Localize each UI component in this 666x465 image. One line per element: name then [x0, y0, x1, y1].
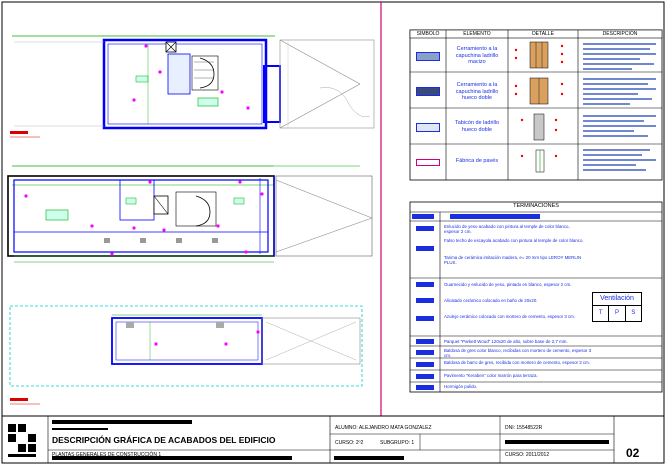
drawing-title: DESCRIPCIÓN GRÁFICA DE ACABADOS DEL EDIFICIO — [52, 435, 276, 445]
legend-symbol-swatch — [416, 159, 440, 166]
ventilation-title: Ventilación — [593, 293, 641, 306]
terminacion-item: Hormigón pulido. — [444, 384, 478, 389]
ventilation-cell: T — [593, 306, 609, 321]
legend-element-label: Tabicón de ladrillo hueco doble — [454, 120, 500, 133]
legend-header-element: ELEMENTO — [463, 31, 491, 37]
ventilation-cell: S — [631, 310, 636, 316]
ventilation-box — [592, 292, 642, 322]
plan-ground-floor — [8, 166, 372, 262]
legend-header-description: DESCRIPCIÓN — [602, 31, 638, 37]
academic-year: CURSO: 2011/2012 — [505, 452, 550, 458]
subgroup: SUBGRUPO: 1 — [380, 440, 415, 446]
terminacion-item: Falso techo de escayola acabado con pintura al temple de color blanco. — [444, 238, 584, 243]
student-name: ALUMNO: ALEJANDRO MATA GONZALEZ — [335, 425, 432, 431]
legend-symbol-swatch — [416, 52, 440, 61]
terminacion-item: Baldosa de barro de gres, recibida con mortero de cemento, espesor 3 cm. — [444, 360, 590, 365]
terminacion-item: Pavimento "Keraben" color marrón para terraza. — [444, 373, 538, 378]
legend-header-detail: DETALLE — [532, 31, 554, 37]
course: CURSO: 2º2 — [335, 440, 364, 446]
student-dni: DNI: 15548522R — [505, 425, 543, 431]
terminacion-item: Tarima de cerámica imitación madera, e= 20 mm tipo LEROY MERLIN PLUS. — [444, 255, 582, 266]
terminacion-item: Guarnecido y enlucido de yeso, pintado en blanco, espesor 2 cm. — [444, 282, 572, 287]
school-logo — [8, 424, 36, 457]
legend-element-label: Cerramiento a la capuchina ladrillo hueco doble — [455, 82, 499, 101]
terminacion-item: Alicatado cerámico colocado en baño de 20x20. — [444, 298, 538, 303]
plan-roof — [10, 306, 362, 404]
plan-upper-floor — [10, 36, 374, 137]
legend-element-label: Fábrica de pavés — [455, 158, 499, 164]
terminacion-item: Parquet "Parkett Wood" 120x20 de alto, sobre base de 2,7 mm. — [444, 339, 568, 344]
terminacion-item: Azulejo cerámico colocado con mortero de cemento, espesor 3 cm. — [444, 314, 576, 319]
legend-symbol-swatch — [416, 87, 440, 96]
ventilation-cell: P — [609, 306, 625, 321]
legend-symbol-swatch — [416, 123, 440, 132]
drawing-subtitle: PLANTAS GENERALES DE CONSTRUCCIÓN 1 — [52, 452, 162, 458]
terminaciones-title: TERMINACIONES — [513, 203, 559, 209]
terminacion-item: Baldosa de gres color blanco, recibidas con mortero de cemento, espesor 3 cm. — [444, 348, 592, 359]
sheet-number: 02 — [626, 446, 640, 460]
terminacion-item: Enlucido de yeso acabado con pintura al temple de color blanco, espesor 2 cm. — [444, 224, 570, 235]
legend-element-label: Cerramiento a la capuchina ladrillo macizo — [455, 46, 499, 65]
legend-header-symbol: SIMBOLO — [416, 31, 440, 37]
